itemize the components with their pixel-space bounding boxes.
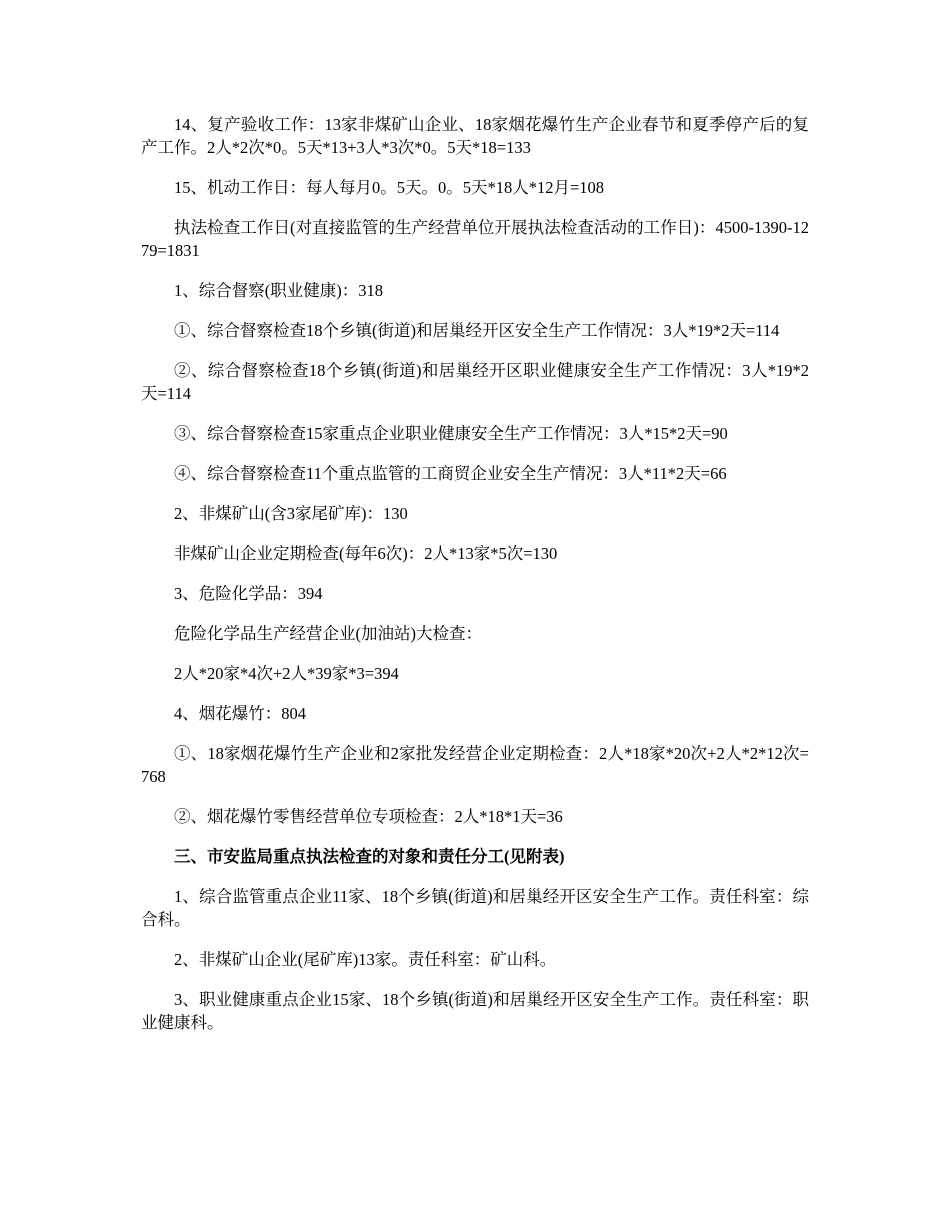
paragraph-supervision-item-3: ③、综合督察检查15家重点企业职业健康安全生产工作情况：3人*15*2天=90 [174, 424, 728, 443]
paragraph-fireworks-item-1: ①、18家烟花爆竹生产企业和2家批发经营企业定期检查：2人*18家*20次+2人*2*12次=768 [141, 744, 809, 786]
paragraph-fireworks: 4、烟花爆竹：804 [174, 704, 306, 723]
paragraph-non-coal-inspection: 非煤矿山企业定期检查(每年6次)：2人*13家*5次=130 [174, 544, 558, 563]
paragraph-supervision-item-2: ②、综合督察检查18个乡镇(街道)和居巢经开区职业健康安全生产工作情况：3人*19*2天=114 [141, 361, 809, 403]
paragraph-hazardous-chemicals: 3、危险化学品：394 [174, 584, 323, 603]
paragraph-chemicals-inspection: 危险化学品生产经营企业(加油站)大检查： [174, 624, 482, 643]
paragraph-supervision-item-1: ①、综合督察检查18个乡镇(街道)和居巢经开区安全生产工作情况：3人*19*2天=114 [174, 321, 780, 340]
paragraph-enforcement-workdays: 执法检查工作日(对直接监管的生产经营单位开展执法检查活动的工作日)：4500-1390-1279=1831 [141, 218, 809, 260]
paragraph-responsibility-1: 1、综合监管重点企业11家、18个乡镇(街道)和居巢经开区安全生产工作。责任科室：综合科。 [141, 887, 809, 929]
document-page [141, 113, 809, 1051]
paragraph-flex-workdays: 15、机动工作日：每人每月0。5天。0。5天*18人*12月=108 [174, 178, 605, 197]
paragraph-responsibility-2: 2、非煤矿山企业(尾矿库)13家。责任科室：矿山科。 [174, 950, 557, 969]
paragraph-fireworks-item-2: ②、烟花爆竹零售经营单位专项检查：2人*18*1天=36 [174, 807, 563, 826]
paragraph-responsibility-3: 3、职业健康重点企业15家、18个乡镇(街道)和居巢经开区安全生产工作。责任科室：职业健康科。 [141, 990, 809, 1032]
paragraph-chemicals-formula: 2人*20家*4次+2人*39家*3=394 [174, 664, 399, 683]
paragraph-restart-acceptance: 14、复产验收工作：13家非煤矿山企业、18家烟花爆竹生产企业春节和夏季停产后的复产工作。2人*2次*0。5天*13+3人*3次*0。5天*18=133 [141, 115, 809, 157]
paragraph-non-coal-mines: 2、非煤矿山(含3家尾矿库)：130 [174, 504, 408, 523]
paragraph-comprehensive-supervision: 1、综合督察(职业健康)：318 [174, 281, 383, 300]
section-heading-3: 三、市安监局重点执法检查的对象和责任分工(见附表) [174, 847, 565, 866]
paragraph-supervision-item-4: ④、综合督察检查11个重点监管的工商贸企业安全生产情况：3人*11*2天=66 [174, 464, 727, 483]
